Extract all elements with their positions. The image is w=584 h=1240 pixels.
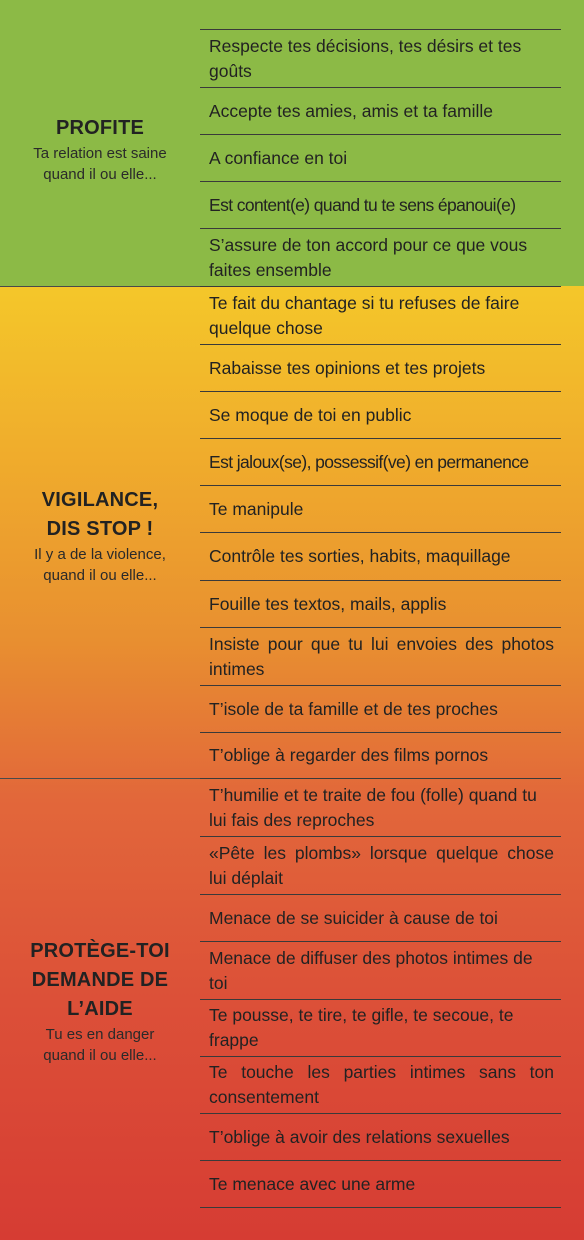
list-item <box>200 836 561 894</box>
list-item-text: T’isole de ta famille et de tes proches <box>209 698 498 719</box>
list-item <box>200 580 561 627</box>
section-subtitle-line: Tu es en danger <box>45 1026 155 1043</box>
list-item-text: Contrôle tes sorties, habits, maquillage <box>209 546 511 566</box>
section-title: PROFITE <box>55 117 145 139</box>
list-item-text: T’oblige à avoir des relations sexuelles <box>209 1126 510 1147</box>
section-subtitle-line: quand il ou elle... <box>43 166 157 183</box>
list-item-text: Fouille tes textos, mails, applis <box>209 593 447 614</box>
section-label-profite <box>0 114 200 185</box>
list-item-text: A confiance en toi <box>209 147 348 168</box>
list-item <box>200 1113 561 1160</box>
list-item-text: T’humilie et te traite de fou (folle) quand tu lui fais des reproches <box>209 784 537 830</box>
section-subtitle-line: Il y a de la violence, <box>34 546 166 563</box>
list-item <box>200 181 561 228</box>
list-item <box>200 732 561 778</box>
list-item <box>200 286 561 344</box>
section-title-line: DEMANDE DE <box>31 969 169 991</box>
section-title-line: L’AIDE <box>67 998 133 1020</box>
list-item-text: Te manipule <box>209 498 304 519</box>
list-item-text: Te pousse, te tire, te gifle, te secoue, te frappe <box>209 1005 514 1050</box>
section-label-vigilance <box>0 486 200 586</box>
list-item-text: «Pête les plombs» lorsque quelque chose lui déplait <box>209 842 554 888</box>
list-item <box>200 999 561 1056</box>
section-subtitle-line: quand il ou elle... <box>43 1047 157 1064</box>
section-title-line: DIS STOP ! <box>46 518 154 540</box>
list-item-text: Accepte tes amies, amis et ta famille <box>209 100 493 121</box>
list-item-text: Est jaloux(se), possessif(ve) en permanence <box>209 451 529 472</box>
list-item <box>200 391 561 438</box>
list-item <box>200 29 561 87</box>
section-title-line: VIGILANCE, <box>41 489 159 511</box>
list-item <box>200 894 561 941</box>
list-item <box>200 532 561 580</box>
list-item-text: Est content(e) quand tu te sens épanoui(e) <box>209 194 516 215</box>
section-title-line: PROTÈGE-TOI <box>30 940 170 962</box>
list-item-text: Menace de se suicider à cause de toi <box>209 907 498 928</box>
list-item <box>200 1056 561 1113</box>
list-item <box>200 87 561 134</box>
list-item-text: S’assure de ton accord pour ce que vous faites ensemble <box>209 234 528 280</box>
section-label-protege-toi <box>0 937 200 1066</box>
list-item-text: Se moque de toi en public <box>209 404 412 425</box>
list-item-text: T’oblige à regarder des films pornos <box>209 745 489 765</box>
list-item <box>200 134 561 181</box>
section-subtitle-line: Ta relation est saine <box>33 145 167 162</box>
section-subtitle-line: quand il ou elle... <box>43 567 157 584</box>
zone-divider <box>0 778 200 779</box>
list-item <box>200 485 561 532</box>
zone-divider <box>0 286 200 287</box>
list-item <box>200 228 561 286</box>
list-item-text: Te touche les parties intimes sans ton consentement <box>209 1062 554 1107</box>
list-item-text: Insiste pour que tu lui envoies des photos intimes <box>209 633 554 679</box>
list-item-text: Respecte tes décisions, tes désirs et tes goûts <box>209 35 522 81</box>
list-item-text: Rabaisse tes opinions et tes projets <box>209 357 486 378</box>
list-item-text: Te fait du chantage si tu refuses de faire quelque chose <box>209 292 520 338</box>
list-item <box>200 941 561 999</box>
list-item <box>200 778 561 836</box>
list-item <box>200 1160 561 1208</box>
list-item <box>200 627 561 685</box>
list-item <box>200 685 561 732</box>
list-item-text: Te menace avec une arme <box>209 1173 416 1194</box>
list-item <box>200 344 561 391</box>
list-item-text: Menace de diffuser des photos intimes de toi <box>209 947 533 993</box>
list-item <box>200 438 561 485</box>
